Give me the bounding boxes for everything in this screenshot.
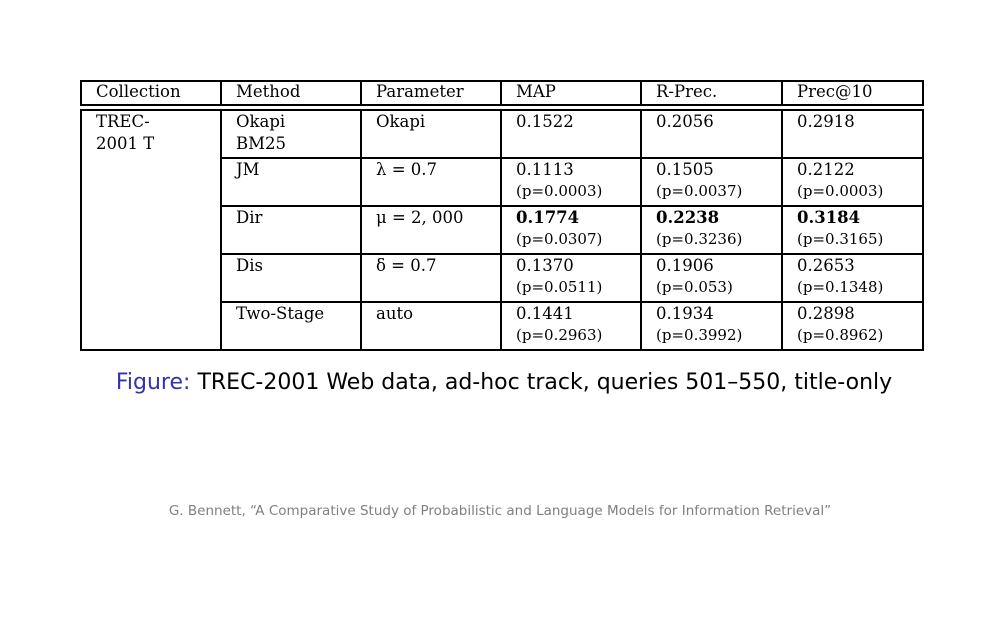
parameter-value: μ = 2, 000 (376, 208, 464, 227)
prec-at-10-value: 0.2122 (797, 160, 855, 179)
figure-caption (0, 370, 1008, 395)
map-cell (501, 158, 641, 206)
r-prec-value: 0.2056 (656, 112, 714, 131)
r-prec-p-value: (p=0.3992) (656, 326, 743, 344)
parameter-value: auto (376, 304, 414, 323)
map-value: 0.1522 (516, 112, 574, 131)
prec-at-10-cell (782, 110, 923, 158)
r-prec-value: 0.1906 (656, 256, 714, 275)
r-prec-p-value: (p=0.0037) (656, 182, 743, 200)
table-body (81, 105, 923, 350)
prec-at-10-cell (782, 254, 923, 302)
r-prec-value: 0.1505 (656, 160, 714, 179)
prec-at-10-cell (782, 206, 923, 254)
header-prec-at-10: Prec@10 (782, 81, 923, 105)
map-value: 0.1370 (516, 256, 574, 275)
map-p-value: (p=0.0003) (516, 182, 603, 200)
header-parameter: Parameter (361, 81, 501, 105)
parameter-cell (361, 110, 501, 158)
method-cell (221, 206, 361, 254)
prec-at-10-p-value: (p=0.1348) (797, 278, 884, 296)
prec-at-10-p-value: (p=0.0003) (797, 182, 884, 200)
parameter-value: Okapi (376, 112, 426, 131)
table-row (81, 110, 923, 158)
map-p-value: (p=0.0511) (516, 278, 603, 296)
header-collection: Collection (81, 81, 221, 105)
prec-at-10-cell (782, 158, 923, 206)
header-r-prec: R-Prec. (641, 81, 782, 105)
method-name: Dis (236, 256, 263, 275)
r-prec-cell (641, 302, 782, 350)
map-value: 0.1774 (516, 208, 580, 227)
header-method: Method (221, 81, 361, 105)
map-cell (501, 110, 641, 158)
table-header-row (81, 81, 923, 105)
method-name: Dir (236, 208, 263, 227)
r-prec-cell (641, 110, 782, 158)
r-prec-value: 0.2238 (656, 208, 720, 227)
method-cell (221, 110, 361, 158)
parameter-cell (361, 302, 501, 350)
results-table (80, 80, 924, 351)
method-name: Two-Stage (236, 304, 325, 323)
prec-at-10-cell (782, 302, 923, 350)
r-prec-p-value: (p=0.053) (656, 278, 733, 296)
prec-at-10-value: 0.2918 (797, 112, 855, 131)
method-cell (221, 302, 361, 350)
caption-label: Figure: (115, 370, 191, 395)
parameter-value: λ = 0.7 (376, 160, 438, 179)
collection-name: TREC-2001 T (96, 112, 155, 153)
prec-at-10-value: 0.2653 (797, 256, 855, 275)
r-prec-value: 0.1934 (656, 304, 714, 323)
method-cell (221, 254, 361, 302)
parameter-value: δ = 0.7 (376, 256, 437, 275)
method-name: JM (236, 160, 260, 179)
r-prec-cell (641, 254, 782, 302)
r-prec-cell (641, 206, 782, 254)
method-cell (221, 158, 361, 206)
slide-footer: G. Bennett, “A Comparative Study of Probabilistic and Language Models for Information Retrieval” (168, 503, 832, 519)
map-p-value: (p=0.2963) (516, 326, 603, 344)
map-value: 0.1441 (516, 304, 574, 323)
collection-cell (81, 110, 221, 350)
prec-at-10-value: 0.2898 (797, 304, 855, 323)
map-value: 0.1113 (516, 160, 574, 179)
map-cell (501, 302, 641, 350)
header-map: MAP (501, 81, 641, 105)
parameter-cell (361, 254, 501, 302)
map-cell (501, 254, 641, 302)
parameter-cell (361, 206, 501, 254)
method-name: Okapi BM25 (236, 112, 287, 153)
r-prec-p-value: (p=0.3236) (656, 230, 743, 248)
map-cell (501, 206, 641, 254)
prec-at-10-p-value: (p=0.8962) (797, 326, 884, 344)
map-p-value: (p=0.0307) (516, 230, 603, 248)
results-table-container (80, 80, 924, 351)
r-prec-cell (641, 158, 782, 206)
prec-at-10-p-value: (p=0.3165) (797, 230, 884, 248)
caption-text: TREC-2001 Web data, ad-hoc track, queries 501–550, title-only (197, 370, 893, 395)
parameter-cell (361, 158, 501, 206)
prec-at-10-value: 0.3184 (797, 208, 861, 227)
